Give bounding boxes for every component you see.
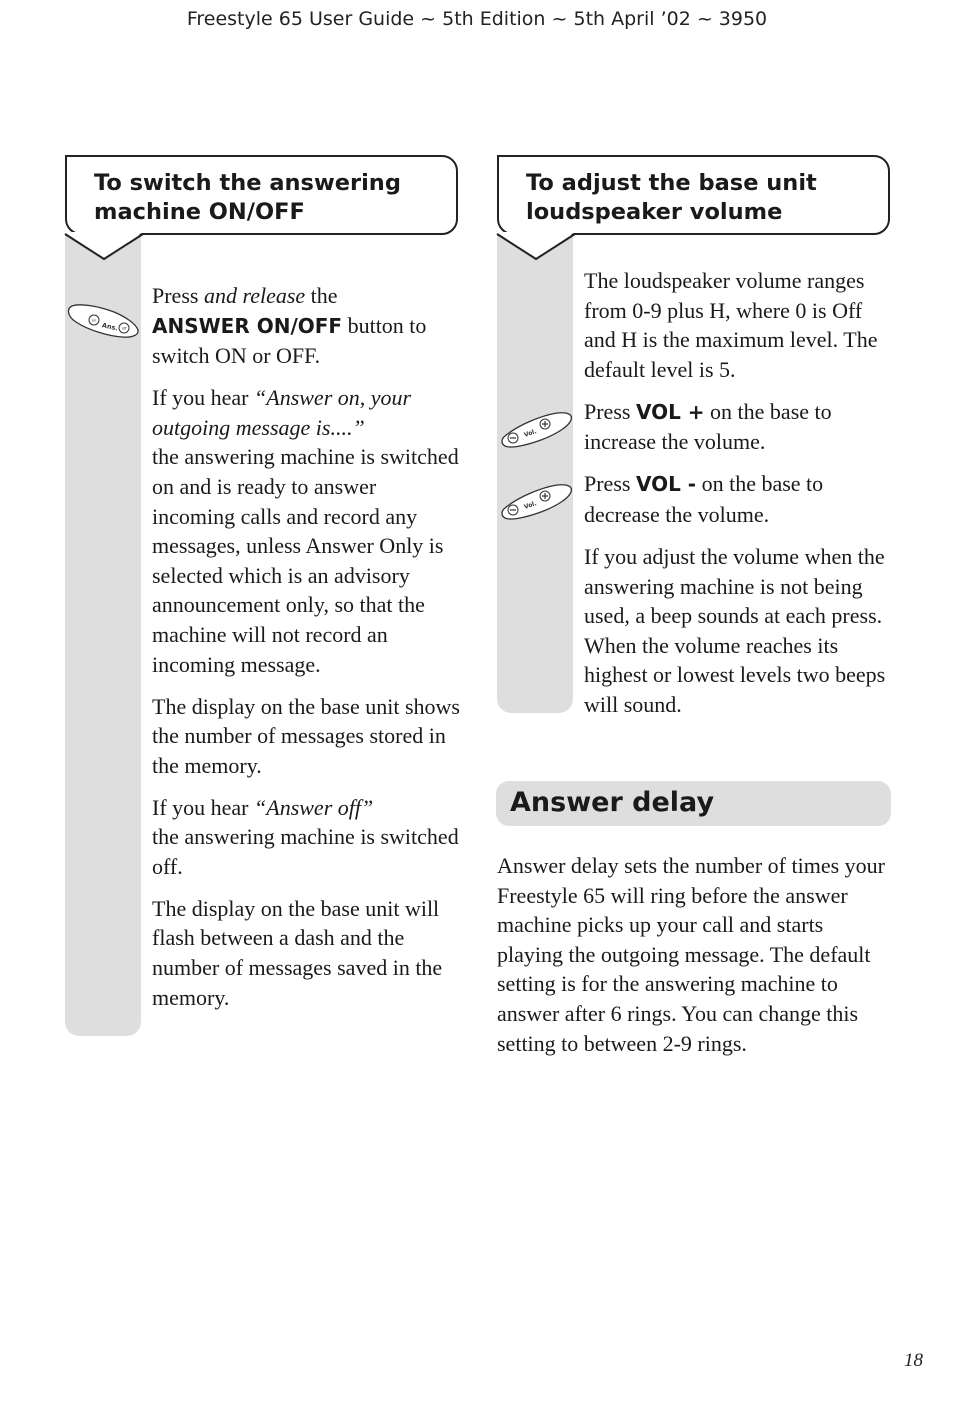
right-callout-pointer — [496, 232, 576, 262]
right-callout-title: To adjust the base unit loudspeaker volume — [526, 170, 817, 225]
left-paragraph-5: The display on the base unit will flash between a dash and the number of messages saved in the memory. — [152, 895, 443, 1010]
left-paragraph-2: If you hear “Answer on, your outgoing message is....” the answering machine is switched on and is ready to answer incoming calls and record any messages, unless Answer Only is selected which is an advisory announcement only, so that the machine will not record an incoming message. — [152, 385, 459, 677]
volume-minus-button-icon — [499, 480, 575, 524]
left-paragraph-1: Press and release the ANSWER ON/OFF button to switch ON or OFF. — [152, 283, 427, 369]
right-paragraph-1: The loudspeaker volume ranges from 0-9 plus H, where 0 is Off and H is the maximum level. The default level is 5. — [584, 268, 878, 382]
volume-plus-button-icon — [499, 408, 575, 452]
svg-text:Vol.: Vol. — [523, 500, 538, 511]
left-callout-box — [65, 155, 458, 235]
answer-delay-body: Answer delay sets the number of times your Freestyle 65 will ring before the answer machine picks up your call and starts playing the outgoing message. The default setting is for the answering machine to answer after 6 rings. You can change this setting to between 2-9 rings. — [497, 853, 885, 1056]
left-body-text — [152, 281, 462, 1025]
left-callout-pointer — [64, 232, 144, 262]
right-paragraph-3: Press VOL - on the base to decrease the volume. — [584, 471, 824, 527]
svg-text:Ans.: Ans. — [101, 321, 119, 333]
right-paragraph-4: If you adjust the volume when the answering machine is not being used, a beep sounds at each press. When the volume reaches its highest or lowest levels two beeps will sound. — [584, 543, 886, 717]
left-paragraph-3: The display on the base unit shows the number of messages stored in the memory. — [152, 693, 460, 778]
left-paragraph-4: If you hear “Answer off” the answering machine is switched off. — [152, 794, 459, 879]
page-number: 18 — [904, 1350, 923, 1371]
left-gray-band — [65, 233, 141, 1036]
right-body-text — [584, 266, 894, 732]
answer-on-off-button-icon — [66, 300, 142, 342]
svg-text:off: off — [122, 326, 127, 331]
right-paragraph-2: Press VOL + on the base to increase the volume. — [584, 398, 832, 455]
answer-delay-heading: Answer delay — [496, 781, 891, 826]
left-callout-title: To switch the answering machine ON/OFF — [94, 170, 401, 225]
svg-text:Vol.: Vol. — [523, 428, 538, 439]
page-header: Freestyle 65 User Guide ~ 5th Edition ~ 5th April ’02 ~ 3950 — [186, 8, 768, 30]
right-gray-band — [497, 233, 573, 713]
right-callout-box — [497, 155, 890, 235]
svg-text:on: on — [92, 318, 97, 323]
